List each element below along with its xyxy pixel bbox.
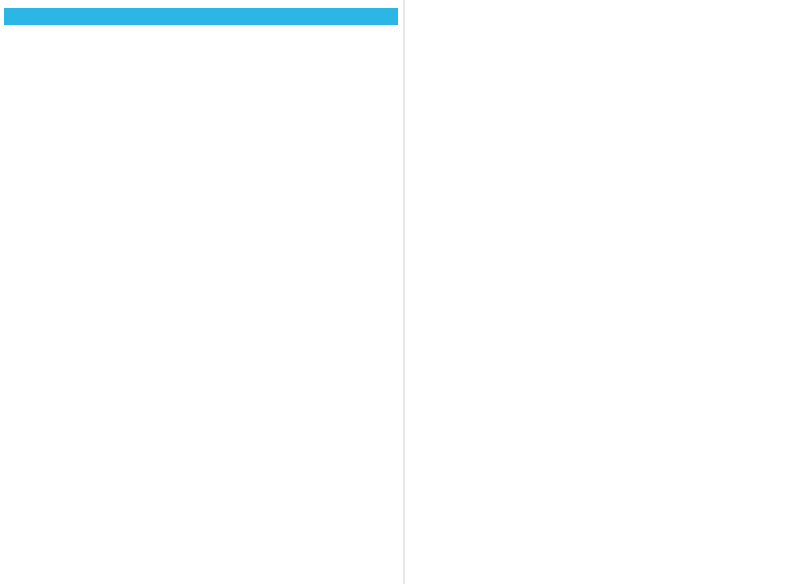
right-page [405,0,809,584]
toc-heading [4,8,398,25]
